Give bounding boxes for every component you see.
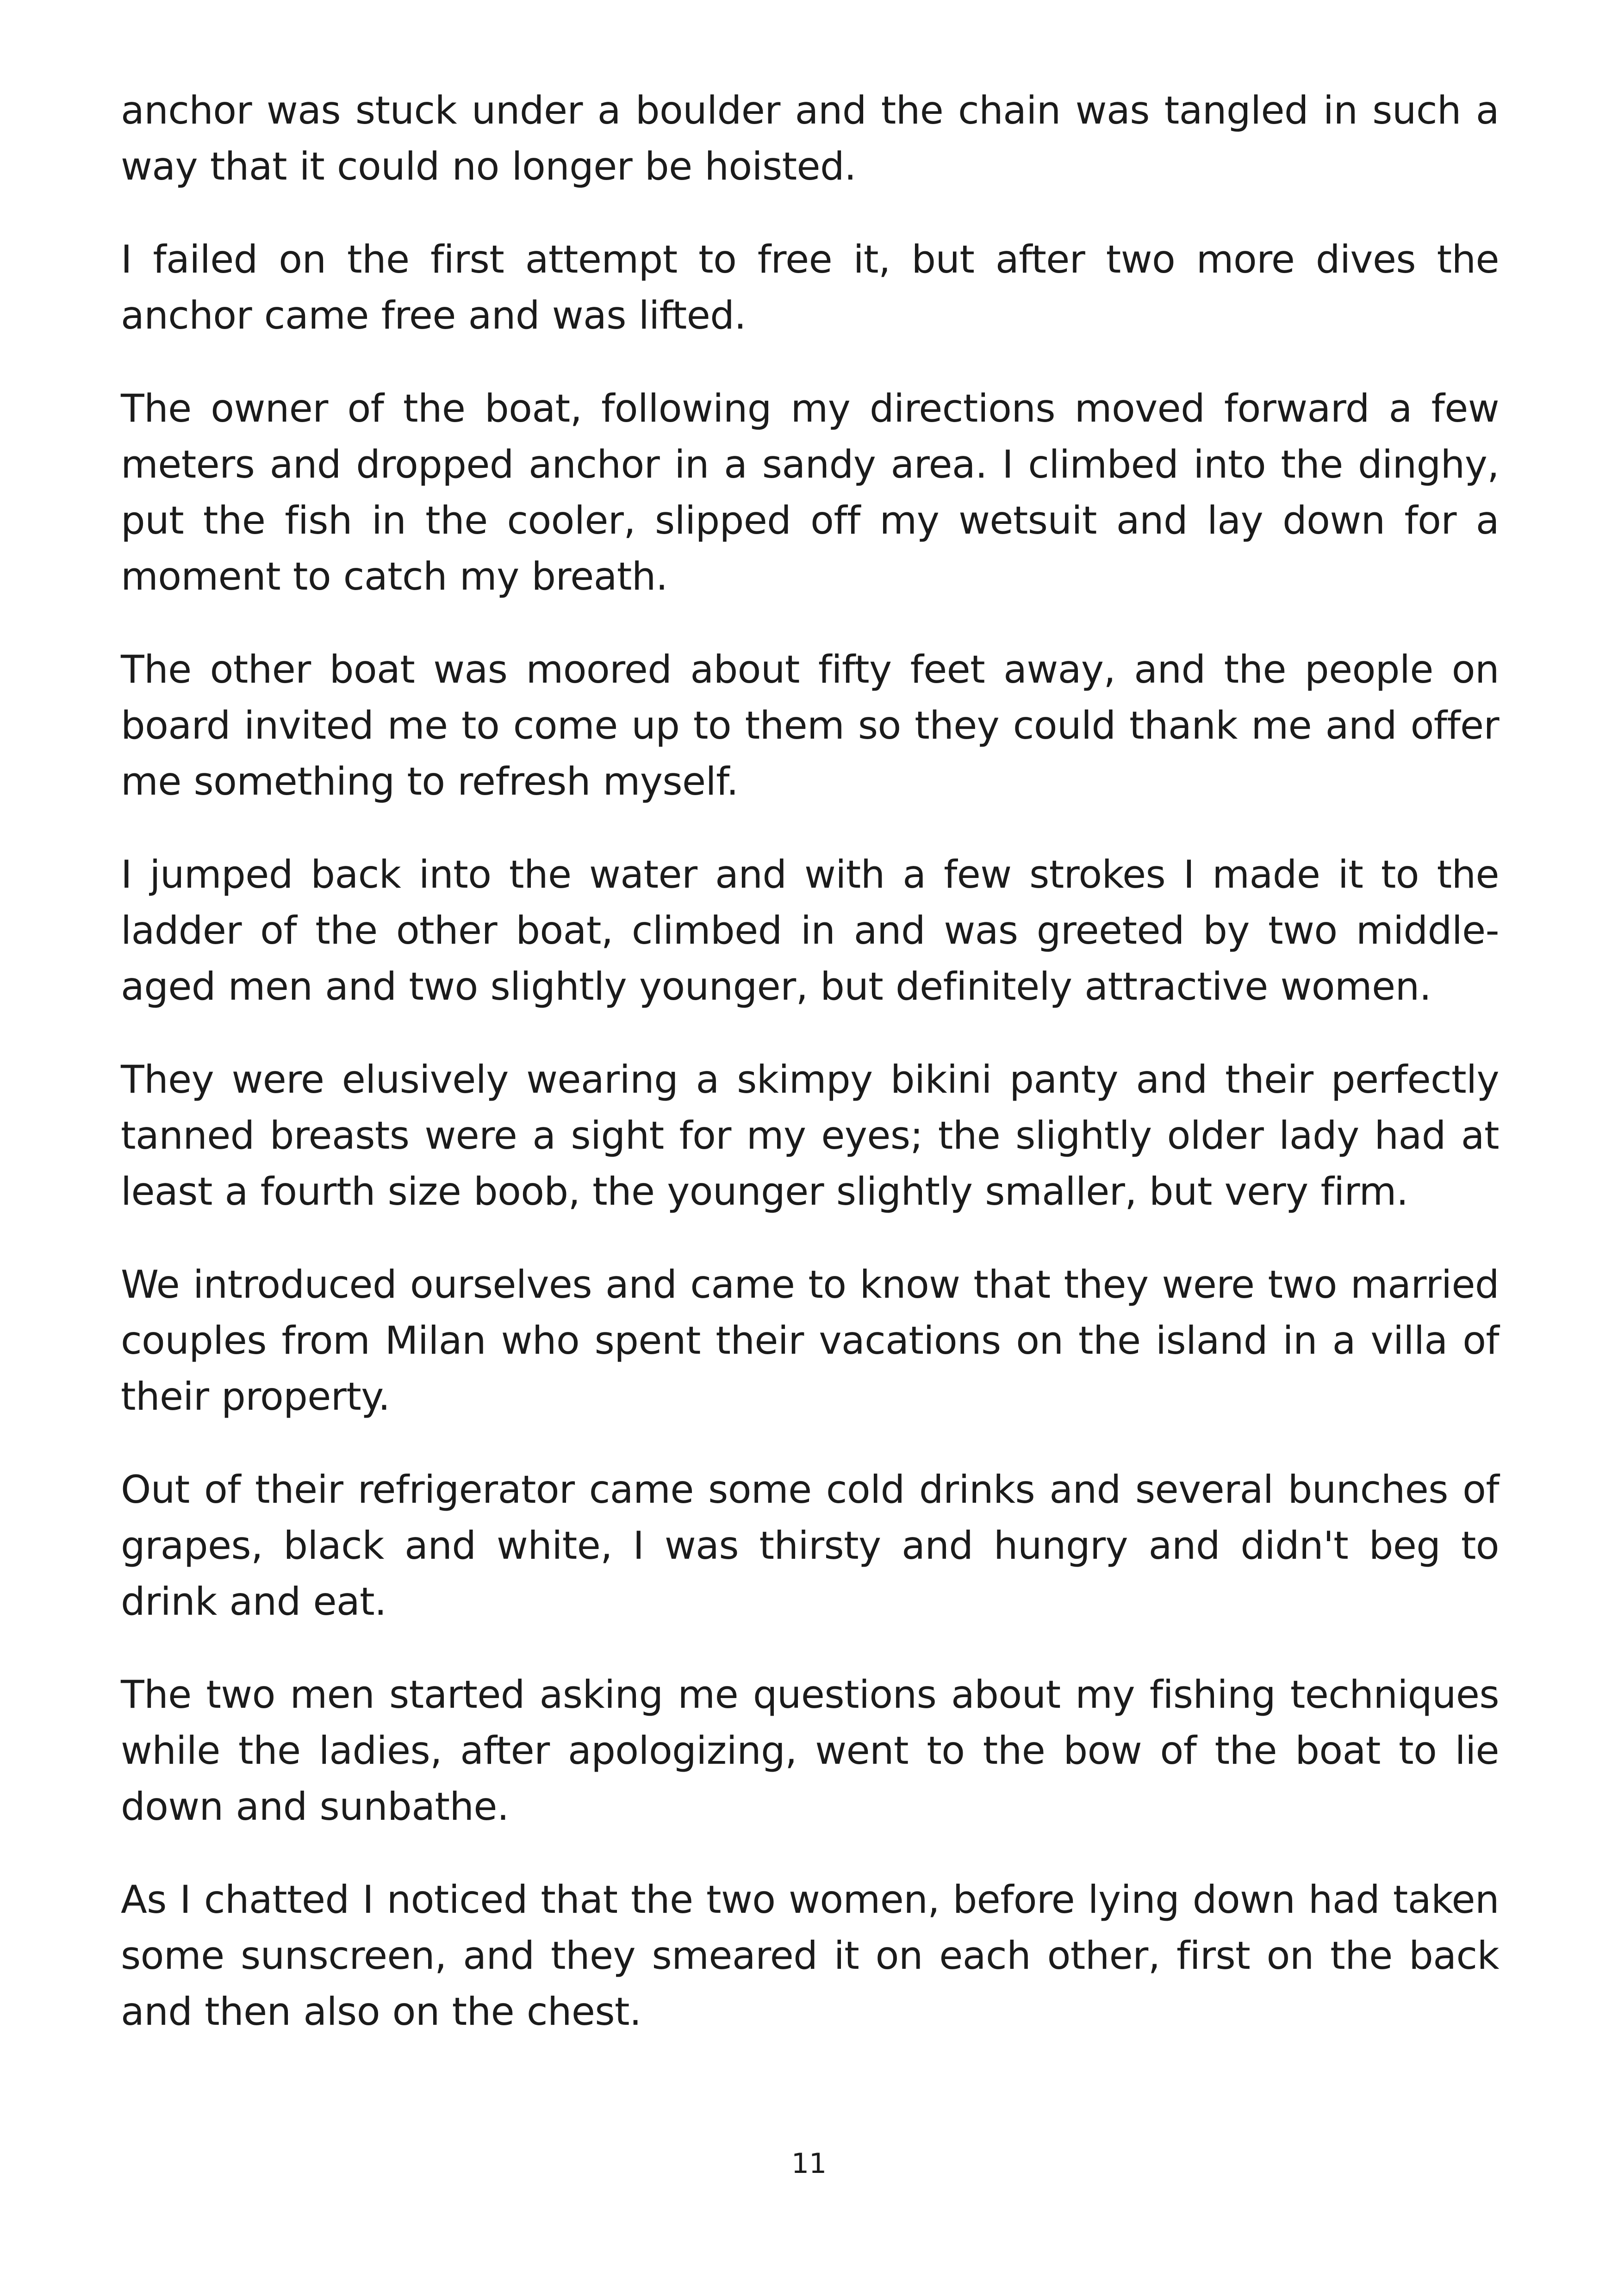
paragraph-3: The owner of the boat, following my directions moved forward a few meters and dropped anchor in a sandy area. I climbed into the dinghy, put the fish in the cooler, slipped off my wetsuit and lay down for a moment to catch my breath. bbox=[121, 386, 1499, 599]
page-number: 11 bbox=[791, 2147, 827, 2180]
paragraph-9: The two men started asking me questions about my fishing techniques while the ladies, after apologizing, went to the bow of the boat to lie down and sunbathe. bbox=[121, 1672, 1499, 1829]
paragraph-4: The other boat was moored about fifty feet away, and the people on board invited me to come up to them so they could thank me and offer me something to refresh myself. bbox=[121, 647, 1499, 804]
paragraph-8: Out of their refrigerator came some cold drinks and several bunches of grapes, black and white, I was thirsty and hungry and didn't beg to drink and eat. bbox=[121, 1467, 1499, 1624]
paragraph-1: anchor was stuck under a boulder and the chain was tangled in such a way that it could no longer be hoisted. bbox=[121, 88, 1499, 189]
paragraph-2: I failed on the first attempt to free it, but after two more dives the anchor came free and was lifted. bbox=[121, 237, 1499, 338]
paragraph-5: I jumped back into the water and with a few strokes I made it to the ladder of the other boat, climbed in and was greeted by two middle-aged men and two slightly younger, but definitely attractive women. bbox=[121, 852, 1499, 1009]
paragraph-10: As I chatted I noticed that the two women, before lying down had taken some sunscreen, and they smeared it on each other, first on the back and then also on the chest. bbox=[121, 1877, 1499, 2034]
paragraph-7: We introduced ourselves and came to know that they were two married couples from Milan who spent their vacations on the island in a villa of their property. bbox=[121, 1262, 1499, 1419]
paragraph-6: They were elusively wearing a skimpy bikini panty and their perfectly tanned breasts were a sight for my eyes; the slightly older lady had at least a fourth size boob, the younger slightly smaller, but very firm. bbox=[121, 1057, 1499, 1214]
body-text bbox=[121, 82, 1499, 2077]
